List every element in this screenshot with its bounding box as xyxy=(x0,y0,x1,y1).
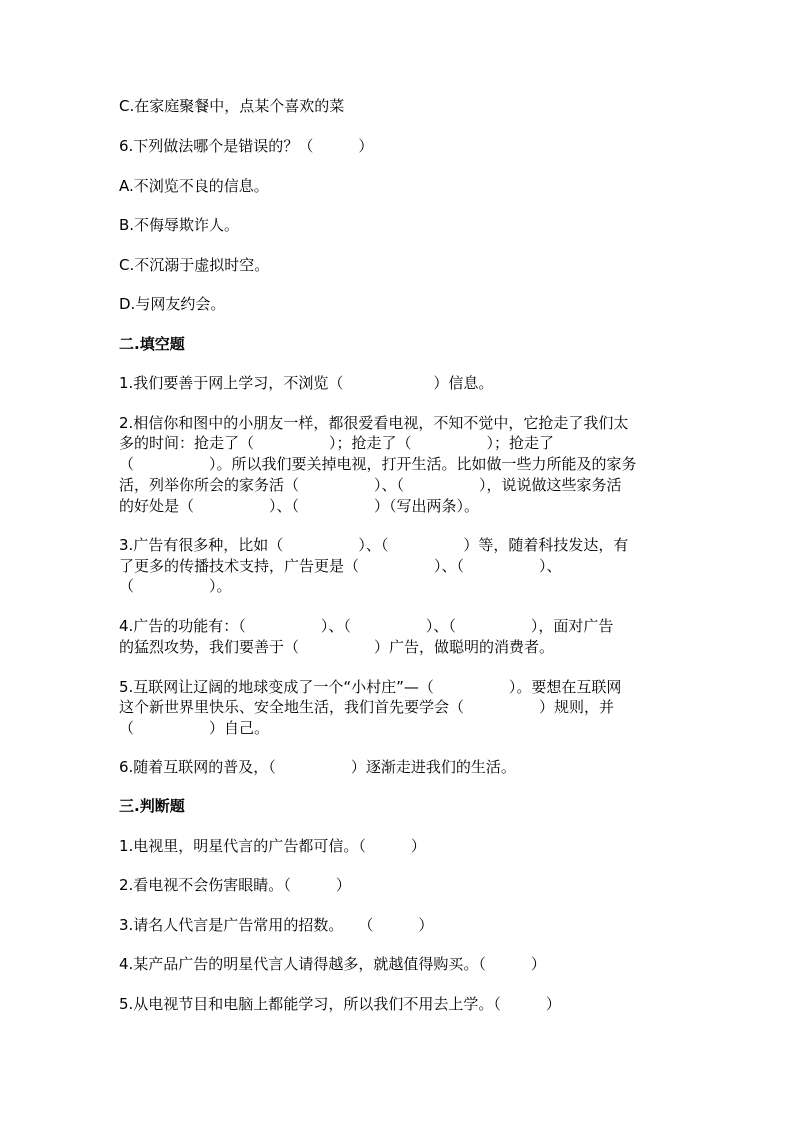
fill-q3-line-2: 了更多的传播技术支持，广告更是（ ）、（ ）、 xyxy=(119,557,562,575)
fill-q4-line-2: 的猛烈攻势，我们要善于（ ）广告，做聪明的消费者。 xyxy=(119,638,555,656)
q6-option-b: B.不侮辱欺诈人。 xyxy=(119,216,240,234)
fill-q3-line-1: 3.广告有很多种，比如（ ）、（ ）等，随着科技发达，有 xyxy=(119,536,629,554)
q6-option-d: D.与网友约会。 xyxy=(119,295,226,313)
fill-q1-line-1: 1.我们要善于网上学习，不浏览（ ）信息。 xyxy=(119,374,494,392)
fill-q2-line-4: 活，列举你所会的家务活（ ）、（ ），说说做这些家务活 xyxy=(119,476,622,494)
judge-q4: 4.某产品广告的明星代言人请得越多，就越值得购买。（ ） xyxy=(119,955,546,973)
fill-q4-line-1: 4.广告的功能有：（ ）、（ ）、（ ），面对广告 xyxy=(119,617,614,635)
judge-q3: 3.请名人代言是广告常用的招数。 （ ） xyxy=(119,916,434,934)
fill-q5-line-1: 5.互联网让辽阔的地球变成了一个“小村庄”—（ ）。要想在互联网 xyxy=(119,678,622,696)
section-judge-title: 三.判断题 xyxy=(119,797,185,815)
fill-q5-line-2: 这个新世界里快乐、安全地生活，我们首先要学会（ ）规则，并 xyxy=(119,698,615,716)
fill-q2-line-5: 的好处是（ ）、（ ）（写出两条）。 xyxy=(119,497,480,515)
section-fill-title: 二.填空题 xyxy=(119,335,185,353)
q6-option-c: C.不沉溺于虚拟时空。 xyxy=(119,256,270,274)
judge-q2: 2.看电视不会伤害眼睛。（ ） xyxy=(119,876,351,894)
judge-q5: 5.从电视节目和电脑上都能学习，所以我们不用去上学。（ ） xyxy=(119,995,561,1013)
q6-option-a: A.不浏览不良的信息。 xyxy=(119,177,269,195)
fill-q3-line-3: （ ）。 xyxy=(119,577,232,595)
q6-stem: 6.下列做法哪个是错误的？（ ） xyxy=(119,137,374,155)
judge-q1: 1.电视里，明星代言的广告都可信。（ ） xyxy=(119,837,426,855)
fill-q6-line-1: 6.随着互联网的普及，（ ）逐渐走进我们的生活。 xyxy=(119,758,516,776)
fill-q2-line-2: 多的时间：抢走了（ ）；抢走了（ ）；抢走了 xyxy=(119,434,555,452)
q5-option-c: C.在家庭聚餐中，点某个喜欢的菜 xyxy=(119,97,345,115)
fill-q5-line-3: （ ）自己。 xyxy=(119,719,270,737)
fill-q2-line-1: 2.相信你和图中的小朋友一样，都很爱看电视，不知不觉中，它抢走了我们太 xyxy=(119,414,629,432)
fill-q2-line-3: （ ）。所以我们要关掉电视，打开生活。比如做一些力所能及的家务 xyxy=(119,455,637,473)
